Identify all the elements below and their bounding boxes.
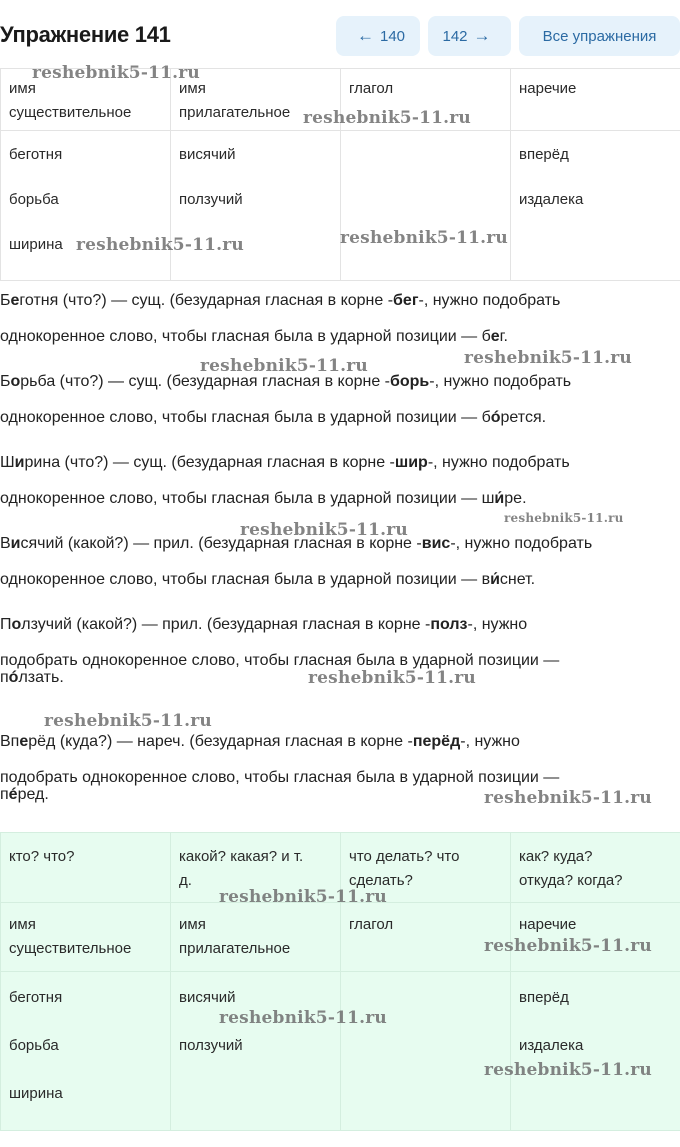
paragraph-line: Ползучий (какой?) — прил. (безударная гласная в корне -полз-, нужно: [0, 616, 528, 633]
exercise-header: [0, 0, 680, 70]
table-row: [1, 131, 680, 281]
word: ползучий: [179, 191, 243, 208]
adjective-words-cell: [171, 131, 341, 281]
word: беготня: [9, 989, 63, 1006]
paragraph-line: однокоренное слово, чтобы гласная была в ударной позиции — ви́снет.: [0, 571, 536, 588]
question-cell: что делать? что сделать?: [341, 833, 511, 903]
next-exercise-label: 142: [442, 27, 468, 45]
watermark: reshebnik5-11.ru: [303, 108, 471, 128]
word: издалека: [519, 191, 584, 208]
header-cell-adjective: имя прилагательное: [171, 69, 341, 131]
paragraph-line: подобрать однокоренное слово, чтобы гласная была в ударной позиции —: [0, 652, 560, 669]
watermark: reshebnik5-11.ru: [219, 1008, 387, 1028]
page-title: Упражнение 141: [0, 22, 171, 47]
noun-words-cell: [1, 972, 171, 1131]
explanation-paragraph: [0, 445, 680, 517]
explanation-paragraph: Ползучий (какой?) — прил. (безударная гласная в корне -полз-, нужно подобрать однокоренное слово, чтобы гласная была в ударной позиции — пóлзать.: [0, 607, 680, 679]
watermark: reshebnik5-11.ru: [484, 788, 652, 808]
header-cell-adverb: наречие: [511, 903, 680, 972]
word: ширина: [9, 1085, 63, 1102]
adverb-words-cell: [511, 131, 680, 281]
explanation-paragraph: Вперёд (куда?) — нареч. (безударная гласная в корне -перёд-, нужно подобрать однокоренное слово, чтобы гласная была в ударной позиции — пéред.: [0, 724, 680, 796]
adverb-words-cell: [511, 972, 680, 1131]
word: ползучий: [179, 1037, 243, 1054]
verb-words-cell: [341, 131, 511, 281]
watermark: reshebnik5-11.ru: [44, 711, 212, 731]
paragraph-line: однокоренное слово, чтобы гласная была в ударной позиции — бег.: [0, 328, 508, 345]
watermark: reshebnik5-11.ru: [484, 936, 652, 956]
paragraph-line: Висячий (какой?) — прил. (безударная гласная в корне -вис-, нужно подобрать: [0, 535, 593, 552]
all-exercises-button[interactable]: [519, 16, 680, 56]
watermark: reshebnik5-11.ru: [504, 511, 624, 525]
word: висячий: [179, 146, 236, 163]
watermark: reshebnik5-11.ru: [340, 228, 508, 248]
arrow-left-icon: ←: [356, 26, 374, 45]
question-cell: кто? что?: [1, 833, 171, 903]
word: ширина: [9, 236, 63, 253]
watermark: reshebnik5-11.ru: [464, 348, 632, 368]
prev-exercise-label: 140: [379, 27, 406, 45]
explanation-paragraph: [0, 283, 680, 355]
table-row: [1, 972, 680, 1131]
word: висячий: [179, 989, 236, 1006]
paragraph-line: однокоренное слово, чтобы гласная была в ударной позиции — ши́ре.: [0, 490, 527, 507]
paragraph-line: подобрать однокоренное слово, чтобы гласная была в ударной позиции —: [0, 769, 560, 786]
paragraph-line: Беготня (что?) — сущ. (безударная гласная в корне -бег-, нужно подобрать: [0, 292, 561, 309]
word: вперёд: [519, 146, 569, 163]
word: беготня: [9, 146, 63, 163]
watermark: reshebnik5-11.ru: [240, 520, 408, 540]
arrow-right-icon: →: [473, 26, 491, 45]
word: издалека: [519, 1037, 584, 1054]
header-cell-noun: имя существительное: [1, 903, 171, 972]
verb-words-cell: [341, 972, 511, 1131]
question-cell: как? куда? откуда? когда?: [511, 833, 680, 903]
prev-exercise-button[interactable]: [336, 16, 420, 56]
watermark: reshebnik5-11.ru: [32, 63, 200, 83]
question-cell: какой? какая? и т. д.: [171, 833, 341, 903]
header-cell-adverb: наречие: [511, 69, 680, 131]
answer-table: [0, 832, 680, 1131]
header-cell-adjective: имя прилагательное: [171, 903, 341, 972]
watermark: reshebnik5-11.ru: [308, 668, 476, 688]
next-exercise-button[interactable]: [428, 16, 511, 56]
watermark: reshebnik5-11.ru: [219, 887, 387, 907]
watermark: reshebnik5-11.ru: [200, 356, 368, 376]
paragraph-line: Борьба (что?) — сущ. (безударная гласная в корне -борь-, нужно подобрать: [0, 373, 572, 390]
paragraph-line: Вперёд (куда?) — нареч. (безударная гласная в корне -перёд-, нужно: [0, 733, 520, 750]
watermark: reshebnik5-11.ru: [484, 1060, 652, 1080]
paragraph-line: однокоренное слово, чтобы гласная была в ударной позиции — бóрется.: [0, 409, 547, 426]
adjective-words-cell: [171, 972, 341, 1131]
header-cell-noun: имя существительное: [1, 69, 171, 131]
word: борьба: [9, 1037, 59, 1054]
watermark: reshebnik5-11.ru: [76, 235, 244, 255]
word: вперёд: [519, 989, 569, 1006]
all-exercises-label: Все упражнения: [542, 27, 657, 45]
paragraph-line: Ширина (что?) — сущ. (безударная гласная в корне -шир-, нужно подобрать: [0, 454, 570, 471]
header-cell-verb: глагол: [341, 69, 511, 131]
word: борьба: [9, 191, 59, 208]
header-cell-verb: глагол: [341, 903, 511, 972]
noun-words-cell: [1, 131, 171, 281]
